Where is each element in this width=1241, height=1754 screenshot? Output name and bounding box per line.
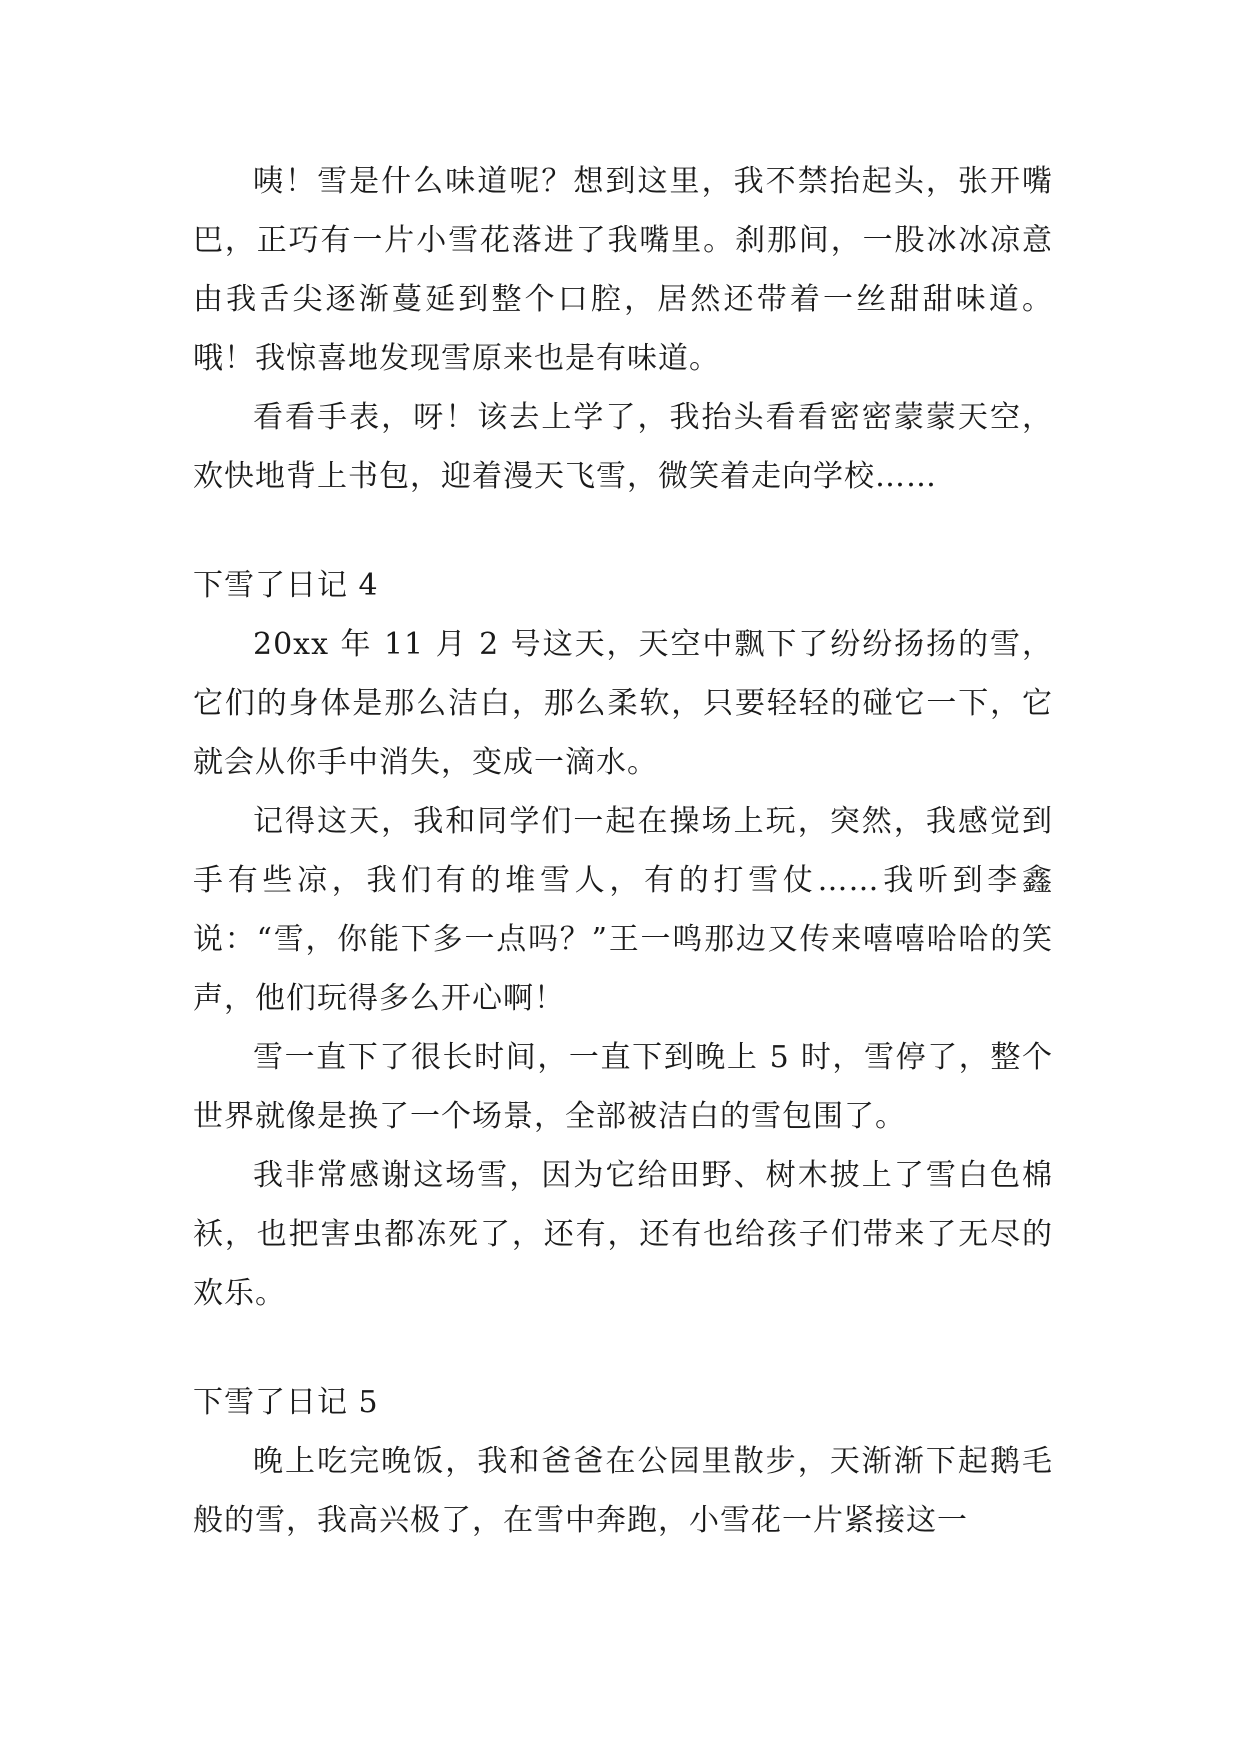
paragraph: 咦！雪是什么味道呢？想到这里，我不禁抬起头，张开嘴巴，正巧有一片小雪花落进了我嘴里。刹那间，一股冰冰凉意由我舌尖逐渐蔓延到整个口腔，居然还带着一丝甜甜味道。哦！我惊喜地发现雪原来也是有味道。 xyxy=(193,164,1053,376)
paragraph: 20xx 年 11 月 2 号这天，天空中飘下了纷纷扬扬的雪，它们的身体是那么洁白，那么柔软，只要轻轻的碰它一下，它就会从你手中消失，变成一滴水。 xyxy=(193,627,1053,780)
paragraph: 看看手表，呀！该去上学了，我抬头看看密密蒙蒙天空，欢快地背上书包，迎着漫天飞雪，微笑着走向学校…… xyxy=(193,400,1053,494)
section-title: 下雪了日记 4 xyxy=(193,568,379,603)
section-title: 下雪了日记 5 xyxy=(193,1385,379,1420)
paragraph: 晚上吃完晚饭，我和爸爸在公园里散步，天渐渐下起鹅毛般的雪，我高兴极了，在雪中奔跑，小雪花一片紧接这一 xyxy=(193,1444,1053,1538)
paragraph: 我非常感谢这场雪，因为它给田野、树木披上了雪白色棉袄，也把害虫都冻死了，还有，还有也给孩子们带来了无尽的欢乐。 xyxy=(193,1158,1053,1311)
diary-section-4 xyxy=(193,556,1053,1323)
paragraph: 雪一直下了很长时间，一直下到晚上 5 时，雪停了，整个世界就像是换了一个场景，全部被洁白的雪包围了。 xyxy=(193,1040,1053,1134)
diary-section-5 xyxy=(193,1373,1053,1550)
intro-section xyxy=(193,152,1053,506)
paragraph: 记得这天，我和同学们一起在操场上玩，突然，我感觉到手有些凉，我们有的堆雪人，有的打雪仗……我听到李鑫说：“雪，你能下多一点吗？”王一鸣那边又传来嘻嘻哈哈的笑声，他们玩得多么开心啊！ xyxy=(193,804,1053,1016)
